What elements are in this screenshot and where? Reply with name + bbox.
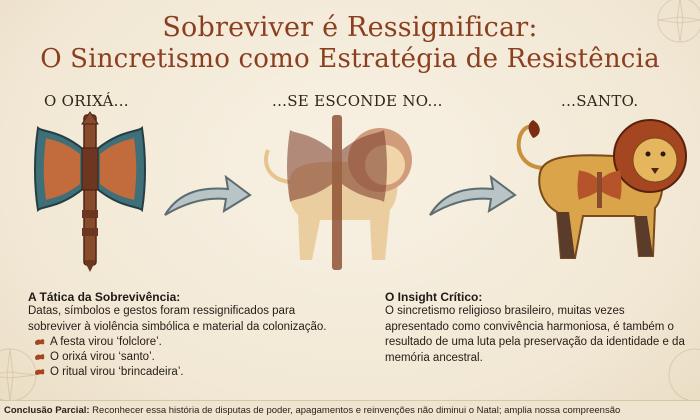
bullet-text: A festa virou ‘folclore’. (50, 336, 162, 348)
caption-santo: ...SANTO. (561, 92, 639, 110)
double-axe-icon (30, 110, 150, 275)
footer-bar (0, 400, 700, 420)
lion-icon (505, 108, 690, 268)
caption-esconde: ...SE ESCONDE NO... (272, 92, 443, 110)
bullet-item (34, 366, 184, 378)
lion-bullet-icon (34, 337, 45, 346)
footer-text: Reconhecer essa história de disputas de poder, apagamentos e reinvenções não diminui o Natal; amplia nossa compreensão (92, 405, 621, 416)
curved-arrow-icon (160, 165, 255, 225)
left-section-title: A Tática da Sobrevivência: (28, 290, 181, 304)
lion-bullet-icon (34, 352, 45, 361)
caption-orixa: O ORIXÁ... (44, 92, 129, 110)
bullet-item (34, 336, 162, 348)
left-section-text: Datas, símbolos e gestos foram ressignificados para sobreviver à violência simbólica e material da colonização. (28, 305, 327, 333)
right-section-title: O Insight Crítico: (385, 290, 483, 304)
bullet-text: O ritual virou ‘brincadeira’. (50, 366, 184, 378)
lion-bullet-icon (34, 367, 45, 376)
footer-label: Conclusão Parcial: (4, 405, 90, 416)
title-line-2: O Sincretismo como Estratégia de Resistência (40, 44, 660, 74)
bullet-item (34, 351, 155, 363)
right-section-text: O sincretismo religioso brasileiro, muitas vezes apresentado como convivência harmoniosa, é também o resultado de uma luta pela preservação da identidade e da memória ancestral. (385, 305, 685, 364)
title-line-1: Sobreviver é Ressignificar: (162, 12, 538, 43)
lion-axe-overlay-icon (250, 110, 425, 275)
bullet-text: O orixá virou ‘santo’. (50, 351, 155, 363)
